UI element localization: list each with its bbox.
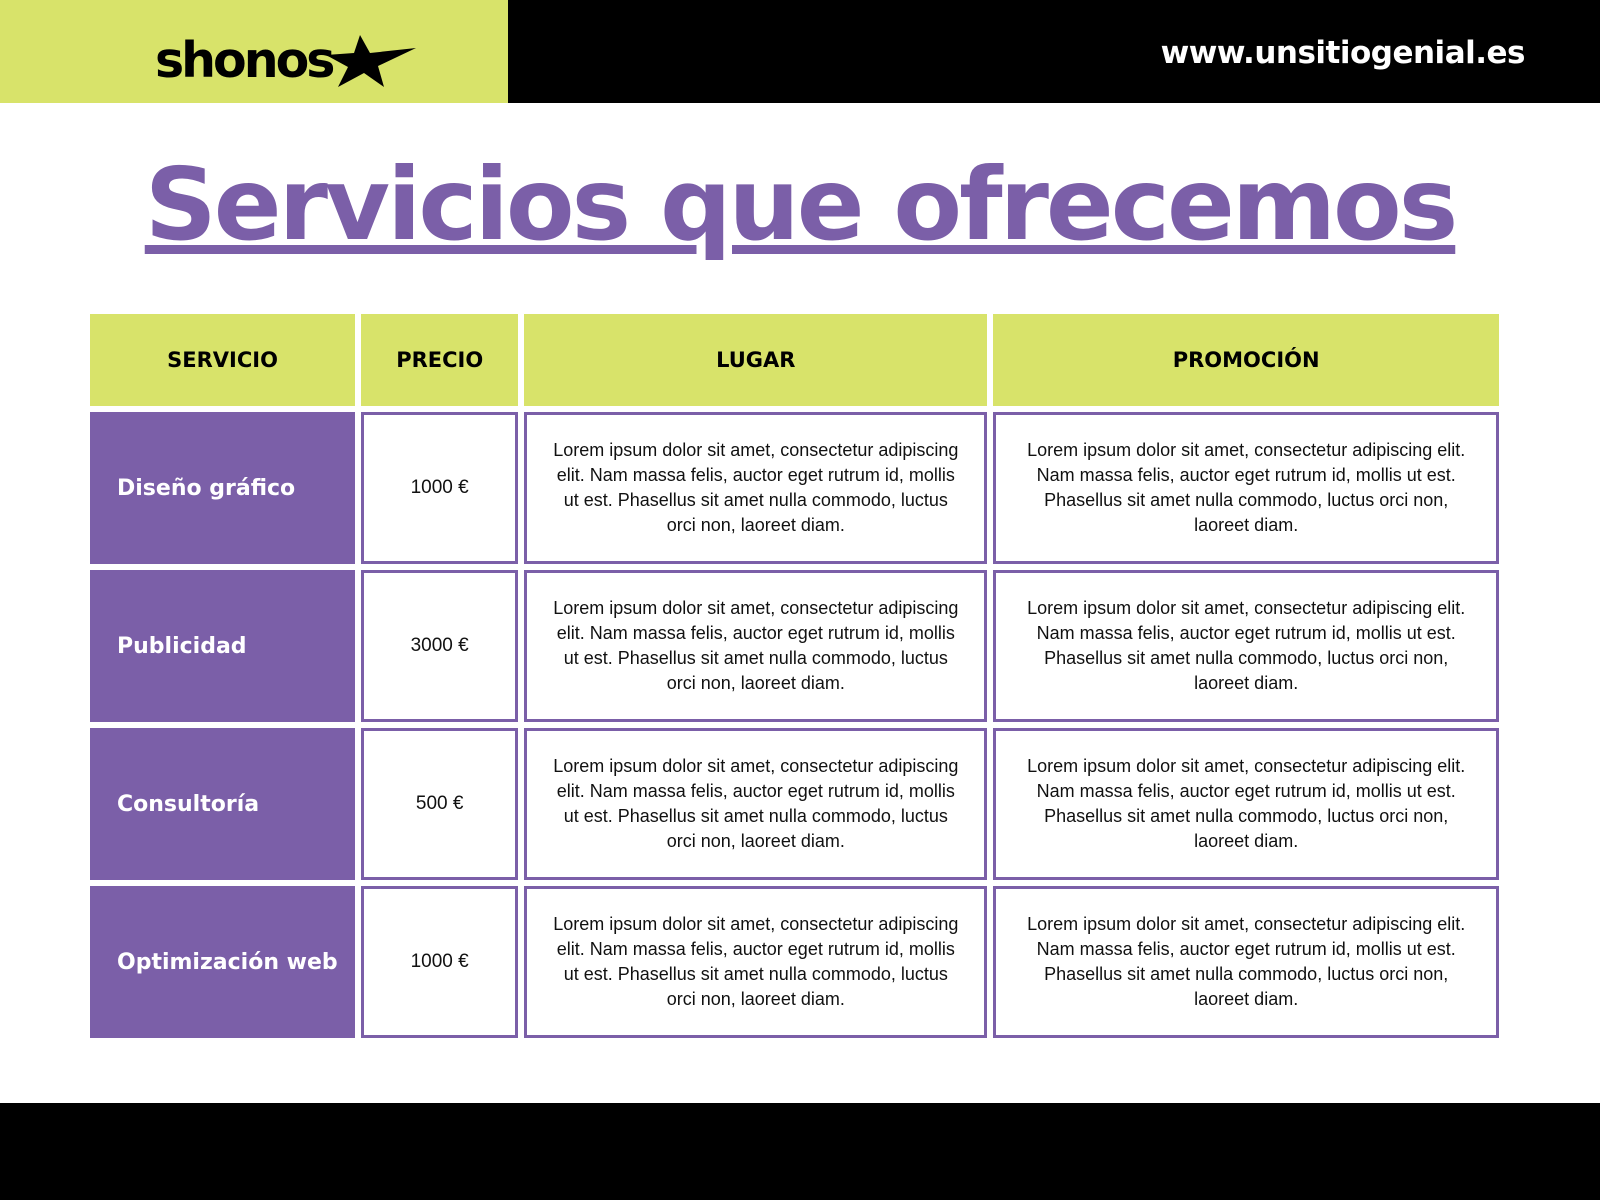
table-header-row [90,314,1499,406]
lugar-cell: Lorem ipsum dolor sit amet, consectetur adipiscing elit. Nam massa felis, auctor eget rutrum id, mollis ut est. Phasellus sit amet nulla commodo, luctus orci non, laoreet diam. [524,886,987,1038]
service-name-cell: Consultoría [90,728,355,880]
promocion-cell: Lorem ipsum dolor sit amet, consectetur adipiscing elit. Nam massa felis, auctor eget rutrum id, mollis ut est. Phasellus sit amet nulla commodo, luctus orci non, laoreet diam. [993,886,1499,1038]
column-header-precio: PRECIO [361,314,518,406]
website-url: www.unsitiogenial.es [1160,35,1525,71]
column-header-promocion: PROMOCIÓN [993,314,1499,406]
price-cell: 3000 € [361,570,518,722]
services-table [84,308,1505,1044]
lugar-cell: Lorem ipsum dolor sit amet, consectetur adipiscing elit. Nam massa felis, auctor eget rutrum id, mollis ut est. Phasellus sit amet nulla commodo, luctus orci non, laoreet diam. [524,412,987,564]
service-name-cell: Diseño gráfico [90,412,355,564]
page-title: Servicios que ofrecemos [144,146,1456,263]
table-row [90,412,1499,564]
promocion-cell: Lorem ipsum dolor sit amet, consectetur adipiscing elit. Nam massa felis, auctor eget rutrum id, mollis ut est. Phasellus sit amet nulla commodo, luctus orci non, laoreet diam. [993,412,1499,564]
brand-logo [155,30,418,90]
service-name-cell: Publicidad [90,570,355,722]
lugar-cell: Lorem ipsum dolor sit amet, consectetur adipiscing elit. Nam massa felis, auctor eget rutrum id, mollis ut est. Phasellus sit amet nulla commodo, luctus orci non, laoreet diam. [524,728,987,880]
table-row [90,570,1499,722]
logo-text: shonos [155,31,333,89]
column-header-lugar: LUGAR [524,314,987,406]
star-icon [326,33,418,89]
service-name-cell: Optimización web [90,886,355,1038]
footer-bar [0,1103,1600,1200]
lugar-cell: Lorem ipsum dolor sit amet, consectetur adipiscing elit. Nam massa felis, auctor eget rutrum id, mollis ut est. Phasellus sit amet nulla commodo, luctus orci non, laoreet diam. [524,570,987,722]
promocion-cell: Lorem ipsum dolor sit amet, consectetur adipiscing elit. Nam massa felis, auctor eget rutrum id, mollis ut est. Phasellus sit amet nulla commodo, luctus orci non, laoreet diam. [993,570,1499,722]
price-cell: 1000 € [361,886,518,1038]
promocion-cell: Lorem ipsum dolor sit amet, consectetur adipiscing elit. Nam massa felis, auctor eget rutrum id, mollis ut est. Phasellus sit amet nulla commodo, luctus orci non, laoreet diam. [993,728,1499,880]
price-cell: 1000 € [361,412,518,564]
column-header-servicio: SERVICIO [90,314,355,406]
table-row [90,728,1499,880]
table-row [90,886,1499,1038]
price-cell: 500 € [361,728,518,880]
